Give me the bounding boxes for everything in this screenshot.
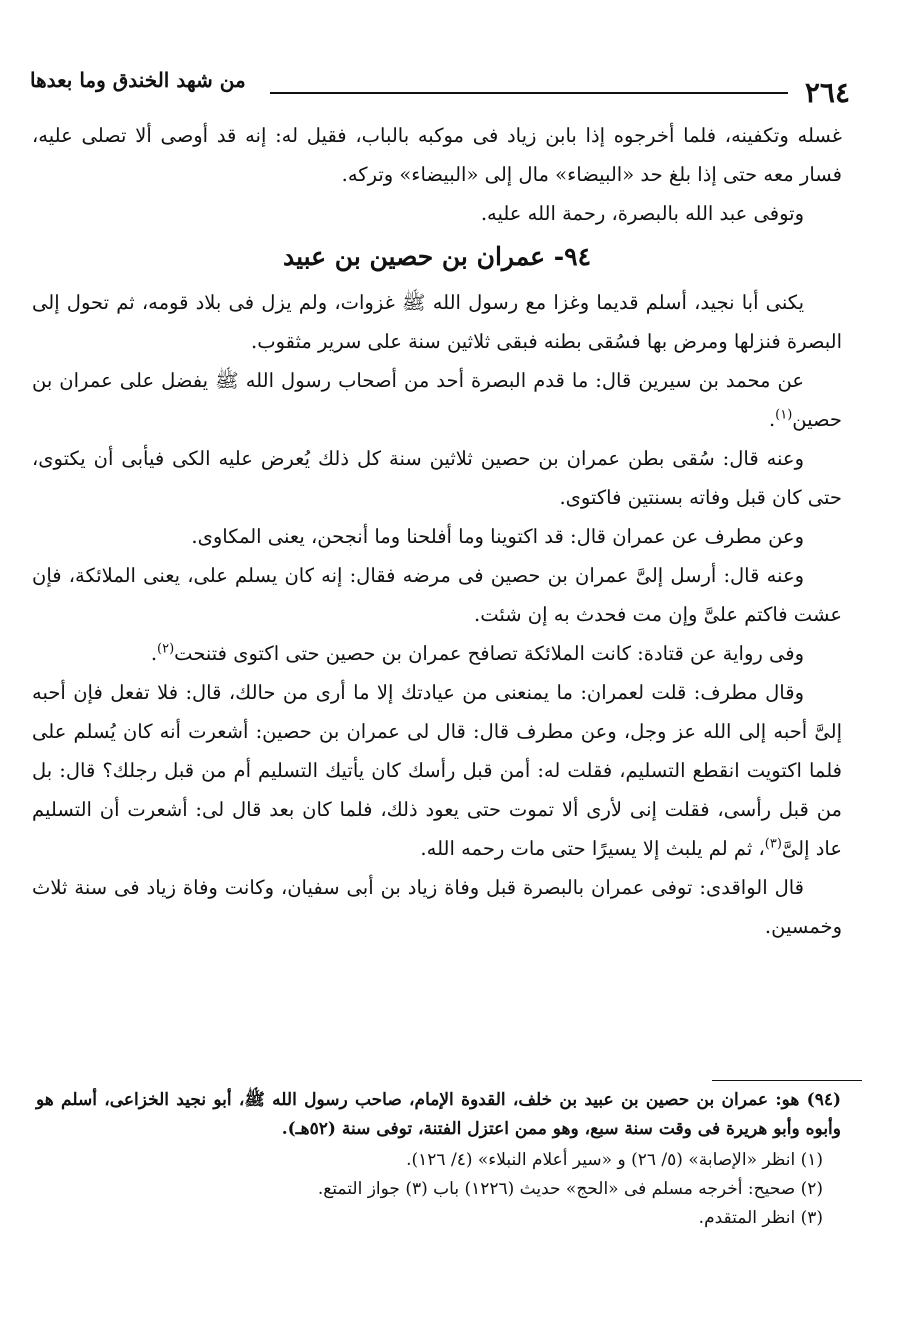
footnote-3: (٣) انظر المتقدم. — [698, 1208, 823, 1228]
paragraph: قال الواقدى: توفى عمران بالبصرة قبل وفاة زياد بن أبى سفيان، وكانت وفاة زياد فى سنة ثلاث وخمسين. — [32, 876, 842, 938]
paragraph: وعنه قال: سُقى بطن عمران بن حصين ثلاثين سنة كل ذلك يُعرض عليه الكى فيأبى أن يكتوى، حتى كان قبل وفاته بسنتين فاكتوى. — [32, 447, 842, 509]
paragraph: وفى رواية عن قتادة: كانت الملائكة تصافح عمران بن حصين حتى اكتوى فتنحت$^{(٢)}$. — [150, 641, 804, 665]
paragraph — [32, 673, 842, 868]
running-title: من شهد الخندق وما بعدها — [30, 68, 246, 92]
footnote-biography: (٩٤) هو: عمران بن حصين بن عبيد بن خلف، القدوة الإمام، صاحب رسول الله ﷺ، أبو نجيد الخزاعى، أسلم هو وأبوه وأبو هريرة فى وقت سنة سبع، وهو ممن اعتزل الفتنة، توفى سنة (٥٢هـ). — [36, 1090, 841, 1139]
section-title: ٩٤- عمران بن حصين بن عبيد — [282, 242, 592, 271]
paragraph: وتوفى عبد الله بالبصرة، رحمة الله عليه. — [480, 202, 804, 225]
footnote-ref-1[interactable]: (١) — [775, 407, 793, 423]
main-text — [32, 116, 842, 946]
page-number: ٢٦٤ — [804, 76, 850, 109]
footnote-ref-2[interactable]: (٢) — [157, 641, 175, 657]
footnote-2: (٢) صحيح: أخرجه مسلم فى «الحج» حديث (١٢٢٦) باب (٣) جواز التمتع. — [317, 1179, 823, 1199]
paragraph: غسله وتكفينه، فلما أخرجوه إذا بابن زياد فى موكبه بالباب، فقيل له: إنه قد أوصى ألا تصلى عليه، فسار معه حتى إذا بلغ حد «البيضاء» مال إلى «البيضاء» وتركه. — [32, 124, 842, 186]
paragraph: يكنى أبا نجيد، أسلم قديما وغزا مع رسول الله ﷺ غزوات، ولم يزل فى بلاد قومه، ثم تحول إلى البصرة فنزلها ومرض بها فسُقى بطنه فبقى ثلاثين سنة على سرير مثقوب. — [32, 291, 842, 353]
footnote-1: (١) انظر «الإصابة» (٥/ ٢٦) و «سير أعلام النبلاء» (٤/ ١٢٦). — [406, 1150, 823, 1170]
paragraph-text: وفى رواية عن قتادة: كانت الملائكة تصافح عمران بن حصين حتى اكتوى فتنحت — [174, 642, 804, 665]
footnote-ref-3[interactable]: (٣) — [764, 836, 782, 852]
page-header — [30, 58, 850, 110]
footnotes — [36, 1086, 841, 1233]
paragraph-text: عن محمد بن سيرين قال: ما قدم البصرة أحد من أصحاب رسول الله ﷺ يفضل على عمران بن حصين — [32, 369, 842, 431]
paragraph: عن محمد بن سيرين قال: ما قدم البصرة أحد من أصحاب رسول الله ﷺ يفضل على عمران بن حصين$^{(١)}$. — [32, 369, 842, 431]
paragraph-text-end: ، ثم لم يلبث إلا يسيرًا حتى مات رحمه الله. — [420, 837, 765, 860]
paragraph: وعنه قال: أرسل إلىَّ عمران بن حصين فى مرضه فقال: إنه كان يسلم على، يعنى الملائكة، فإن عشت فاكتم علىَّ وإن مت فحدث به إن شئت. — [32, 564, 842, 626]
paragraph: وعن مطرف عن عمران قال: قد اكتوينا وما أفلحنا وما أنجحن، يعنى المكاوى. — [191, 525, 804, 548]
footnote-divider — [712, 1080, 862, 1081]
header-rule — [270, 92, 788, 94]
paragraph-text: وقال مطرف: قلت لعمران: ما يمنعنى من عيادتك إلا ما أرى من حالك، قال: فلا تفعل فإن أحبه إلىَّ أحبه إلى الله عز وجل، وعن مطرف قال: قال لى عمران بن حصين: أشعرت أنه كان يُسلم على فلما اكتويت انقطع التسليم، فقلت له: أمن قبل رأسك كان يأتيك التسليم أم من قبل رجلك؟ قال: بل من قبل رأسى، فقلت إنى لأرى ألا تموت حتى يعود ذلك، فلما كان بعد قال لى: أشعرت أن التسليم عاد إلىَّ — [32, 681, 842, 860]
